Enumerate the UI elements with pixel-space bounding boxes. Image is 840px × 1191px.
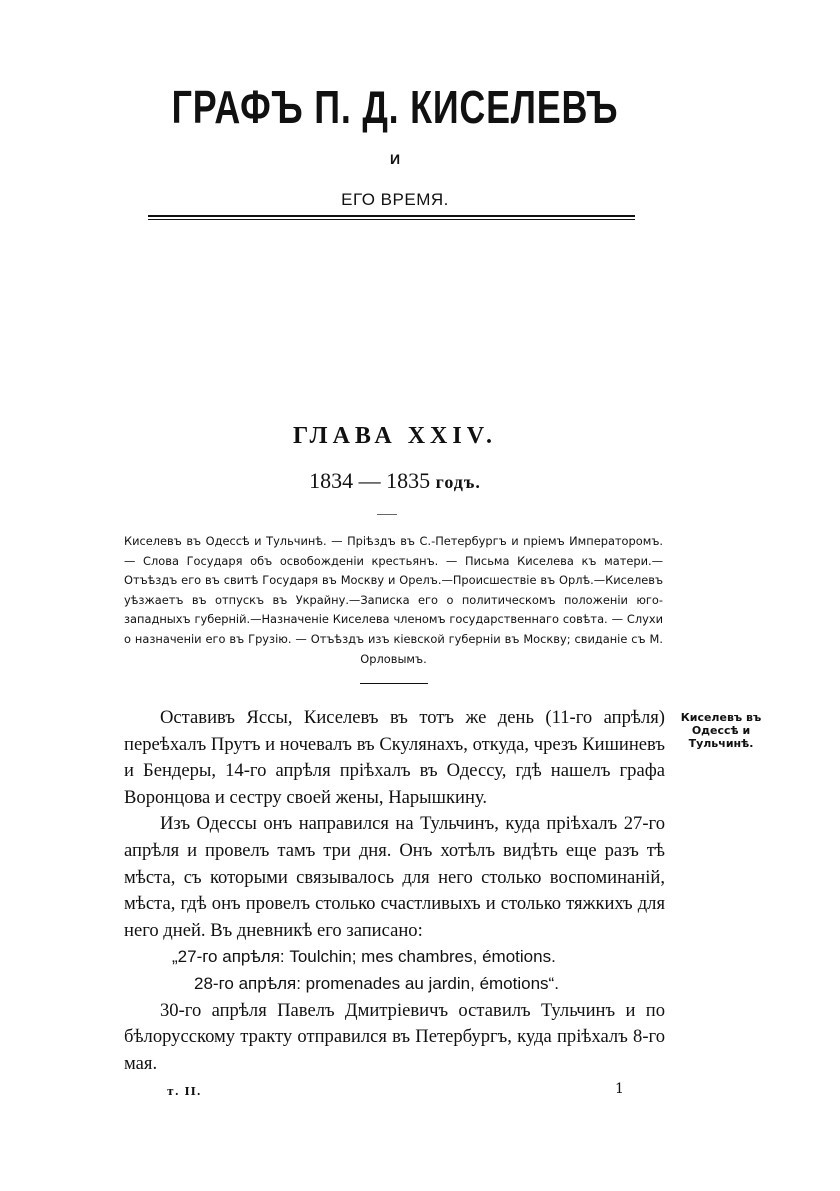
margin-note-line-2: Одессѣ и [691,724,751,737]
footer-signature: т. II. [167,1085,202,1098]
summary-rule [360,683,428,684]
paragraph-1: Оставивъ Яссы, Киселевъ въ тотъ же день (11-го апрѣля) переѣхалъ Прутъ и ночевалъ въ Скулянахъ, откуда, чрезъ Кишиневъ и Бендеры, 14-го апрѣля пріѣхалъ въ Одессу, гдѣ нашелъ графа Воронцова и сестру своей жены, Нарышкину. [124,707,665,808]
chapter-heading: ГЛАВА XXIV. [293,423,497,449]
title-conjunction: И [389,151,401,167]
paragraph-2: Изъ Одессы онъ направился на Тульчинъ, куда пріѣхалъ 27-го апрѣля и провелъ тамъ три дня. Онъ хотѣлъ видѣть еще разъ тѣ мѣста, съ которыми связывалось для него столько воспоминаній, мѣста, гдѣ онъ провелъ столько счастливыхъ и столько тяжкихъ для него дней. Въ дневникѣ его записано: [124,813,665,941]
margin-note [672,711,770,750]
margin-note-line-1: Киселевъ въ [680,711,762,724]
chapter-summary: Киселевъ въ Одессѣ и Тульчинѣ. — Пріѣздъ въ С.-Петербургъ и пріемъ Императоромъ. — Слова Государя объ освобожденіи крестьянъ. — Письма Киселева къ матери.—Отъѣздъ его въ свитѣ Государя въ Москву и Орелъ.—Происшествіе въ Орлѣ.—Киселевъ уѣзжаетъ въ отпускъ въ Украйну.—Записка его о политическомъ положеніи юго-западныхъ губерній.—Назначеніе Киселева членомъ государственнаго совѣта. — Слухи о назначеніи его въ Грузію. — Отъѣздъ изъ кіевской губерніи въ Москву; свиданіе съ М. Орловымъ. [124,534,663,666]
chapter-years-suffix: годъ. [435,472,481,492]
diary-quote-2: 28-го апрѣля: promenades au jardin, émotions“. [194,973,559,993]
chapter-years-range: 1834 — 1835 [309,468,431,493]
chapter-years [0,468,790,494]
margin-note-line-3: Тульчинѣ. [688,737,754,750]
paragraph-3: 30-го апрѣля Павелъ Дмитріевичъ оставилъ Тульчинъ и по бѣлорусскому тракту отправился въ Петербургъ, куда пріѣхалъ 8-го мая. [124,999,665,1074]
book-subtitle: ЕГО ВРЕМЯ. [341,190,449,209]
ornament-dash [377,514,397,515]
diary-quote-1: „27-го апрѣля: Toulchin; mes chambres, émotions. [172,947,556,967]
body-text [124,705,665,1077]
title-rule [148,215,635,217]
book-title: ГРАФЪ П. Д. КИСЕЛЕВЪ [171,81,619,133]
page-number: 1 [615,1081,624,1097]
title-rule-thin [148,219,635,220]
